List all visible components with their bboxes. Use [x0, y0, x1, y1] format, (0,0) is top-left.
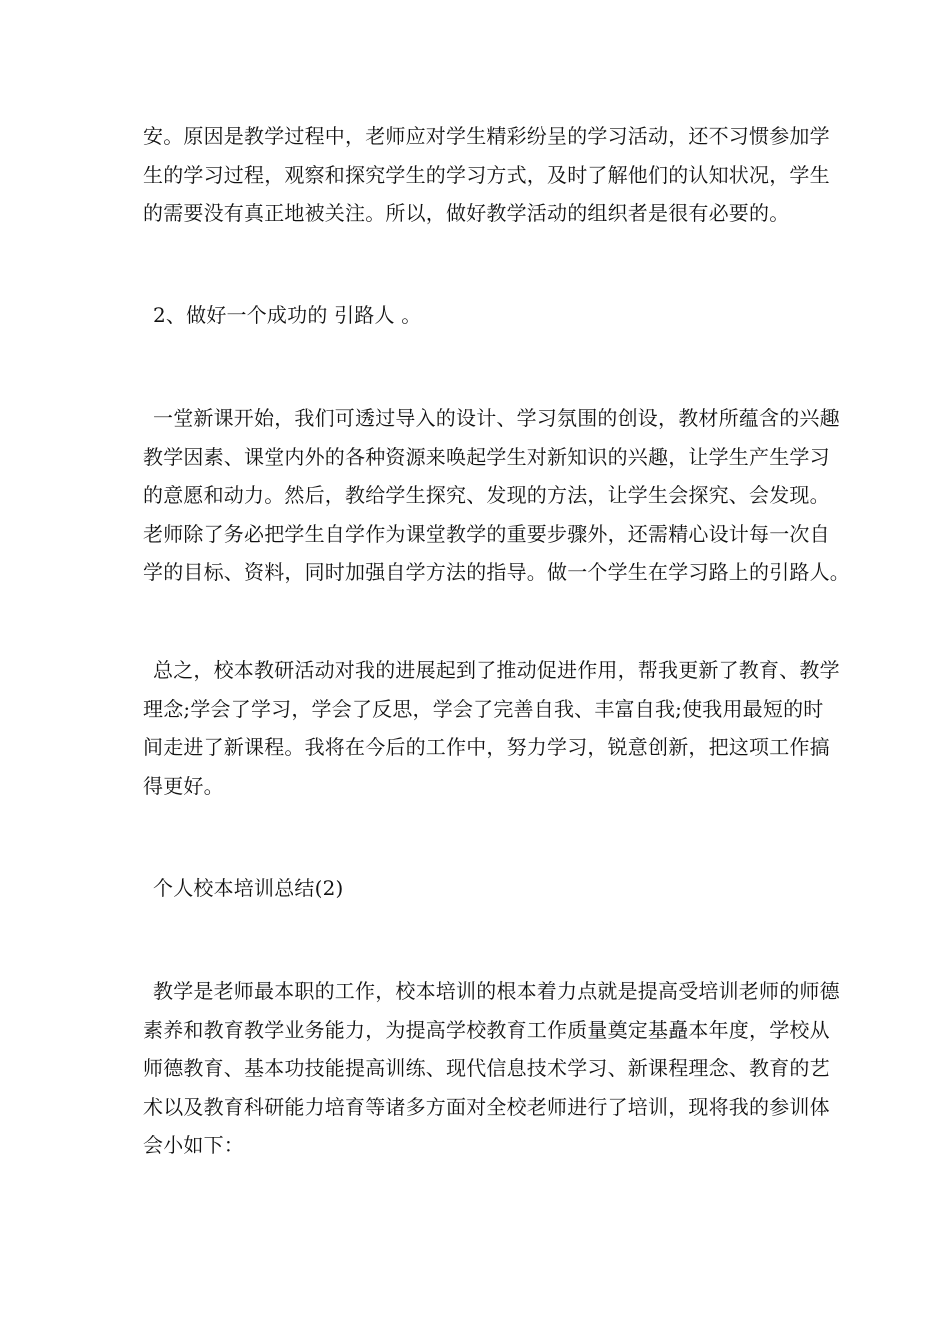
paragraph-4-line: 会小如下：	[143, 1133, 244, 1157]
paragraph-2	[143, 399, 850, 592]
paragraph-1-line: 安。原因是教学过程中，老师应对学生精彩纷呈的学习活动，还不习惯参加学	[143, 124, 830, 148]
paragraph-3-line: 理念;学会了学习，学会了反思，学会了完善自我、丰富自我;使我用最短的时	[143, 696, 824, 721]
paragraph-4-line: 素养和教育教学业务能力，为提高学校教育工作质量奠定基矗本年度，学校从	[143, 1017, 830, 1042]
paragraph-1-line: 生的学习过程，观察和探究学生的学习方式，及时了解他们的认知状况，学生	[143, 162, 830, 187]
section-heading-summary	[143, 869, 813, 908]
paragraph-3-line: 间走进了新课程。我将在今后的工作中，努力学习，锐意创新，把这项工作搞	[143, 735, 830, 759]
section-heading-guide	[143, 296, 813, 335]
paragraph-4-line: 师德教育、基本功技能提高训练、现代信息技术学习、新课程理念、教育的艺	[143, 1056, 830, 1080]
paragraph-4-line: 教学是老师最本职的工作，校本培训的根本着力点就是提高受培训老师的师德	[153, 979, 840, 1003]
paragraph-1	[143, 117, 830, 233]
paragraph-1-line: 的需要没有真正地被关注。所以，做好教学活动的组织者是很有必要的。	[143, 201, 790, 225]
heading-text: 个人校本培训总结(2)	[153, 876, 344, 900]
paragraph-2-line: 教学因素、课堂内外的各种资源来唤起学生对新知识的兴趣，让学生产生学习	[143, 444, 830, 469]
paragraph-2-line: 老师除了务必把学生自学作为课堂教学的重要步骤外，还需精心设计每一次自	[143, 521, 830, 546]
paragraph-2-line: 的意愿和动力。然后，教给学生探究、发现的方法，让学生会探究、会发现。	[143, 483, 830, 507]
paragraph-4-line: 术以及教育科研能力培育等诸多方面对全校老师进行了培训，现将我的参训体	[143, 1094, 830, 1119]
paragraph-3-line: 得更好。	[143, 773, 224, 798]
paragraph-4	[143, 972, 840, 1165]
paragraph-2-line: 一堂新课开始，我们可透过导入的设计、学习氛围的创设，教材所蕴含的兴趣	[153, 406, 840, 430]
paragraph-3	[143, 651, 840, 805]
paragraph-3-line: 总之，校本教研活动对我的进展起到了推动促进作用，帮我更新了教育、教学	[153, 658, 840, 682]
heading-text: 2、做好一个成功的 引路人 。	[153, 303, 422, 327]
paragraph-2-line: 学的目标、资料，同时加强自学方法的指导。做一个学生在学习路上的引路人。	[143, 560, 850, 584]
